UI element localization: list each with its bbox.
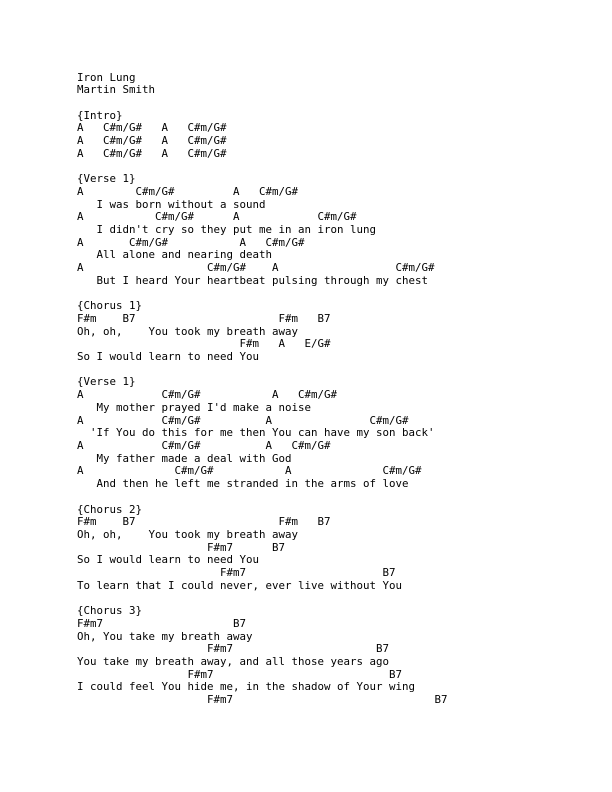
lyric-line: My father made a deal with God [77,451,292,465]
chord-line: A C#m/G# A C#m/G# [77,121,227,135]
chord-line: F#m7 B7 [77,642,390,656]
lyric-line: I was born without a sound [77,197,266,211]
lyric-line: My mother prayed I'd make a noise [77,400,312,414]
lyric-line: So I would learn to need You [77,553,260,567]
chord-line: F#m B7 F#m B7 [77,515,331,529]
lyric-line: You take my breath away, and all those years ago [77,654,390,668]
chord-line: F#m7 B7 [77,540,286,554]
chord-line: A C#m/G# A C#m/G# [77,146,227,160]
section-heading: {Intro} [77,108,123,122]
chord-line: A C#m/G# A C#m/G# [77,388,338,402]
lyric-line: All alone and nearing death [77,248,273,262]
chord-line: A C#m/G# A C#m/G# [77,235,305,249]
section-heading: {Verse 1} [77,375,136,389]
section-heading: {Chorus 1} [77,299,143,313]
chord-line: F#m7 B7 [77,693,448,707]
chord-line: F#m B7 F#m B7 [77,311,331,325]
chord-line: F#m7 B7 [77,667,403,681]
section-heading: {Chorus 3} [77,604,143,618]
lyric-line: To learn that I could never, ever live without You [77,578,403,592]
lyric-line: Oh, oh, You took my breath away [77,527,299,541]
chord-sheet [77,72,448,707]
chord-line: A C#m/G# A C#m/G# [77,438,331,452]
chord-line: F#m7 B7 [77,566,396,580]
section-heading: {Verse 1} [77,172,136,186]
song-title: Iron Lung [77,70,136,84]
blank-line [77,97,448,110]
lyric-line: But I heard Your heartbeat pulsing through my chest [77,273,429,287]
chord-line: A C#m/G# A C#m/G# [77,413,409,427]
lyric-line: Oh, oh, You took my breath away [77,324,299,338]
chord-line: A C#m/G# A C#m/G# [77,464,422,478]
chord-line: F#m7 B7 [77,616,247,630]
lyric-line: And then he left me stranded in the arms of love [77,477,409,491]
lyric-line: Oh, You take my breath away [77,629,253,643]
chord-line: A C#m/G# A C#m/G# [77,210,357,224]
blank-line [77,491,448,504]
chord-line: A C#m/G# A C#m/G# [77,184,299,198]
lyric-line: 'If You do this for me then You can have my son back' [77,426,435,440]
lyric-line: I could feel You hide me, in the shadow of Your wing [77,680,416,694]
section-heading: {Chorus 2} [77,502,143,516]
lyric-line: I didn't cry so they put me in an iron lung [77,223,377,237]
lyric-line: So I would learn to need You [77,350,260,364]
chord-line: A C#m/G# A C#m/G# [77,134,227,148]
song-body [77,97,448,707]
chord-line: F#m A E/G# [77,337,331,351]
song-artist: Martin Smith [77,83,156,97]
chord-line: A C#m/G# A C#m/G# [77,261,435,275]
